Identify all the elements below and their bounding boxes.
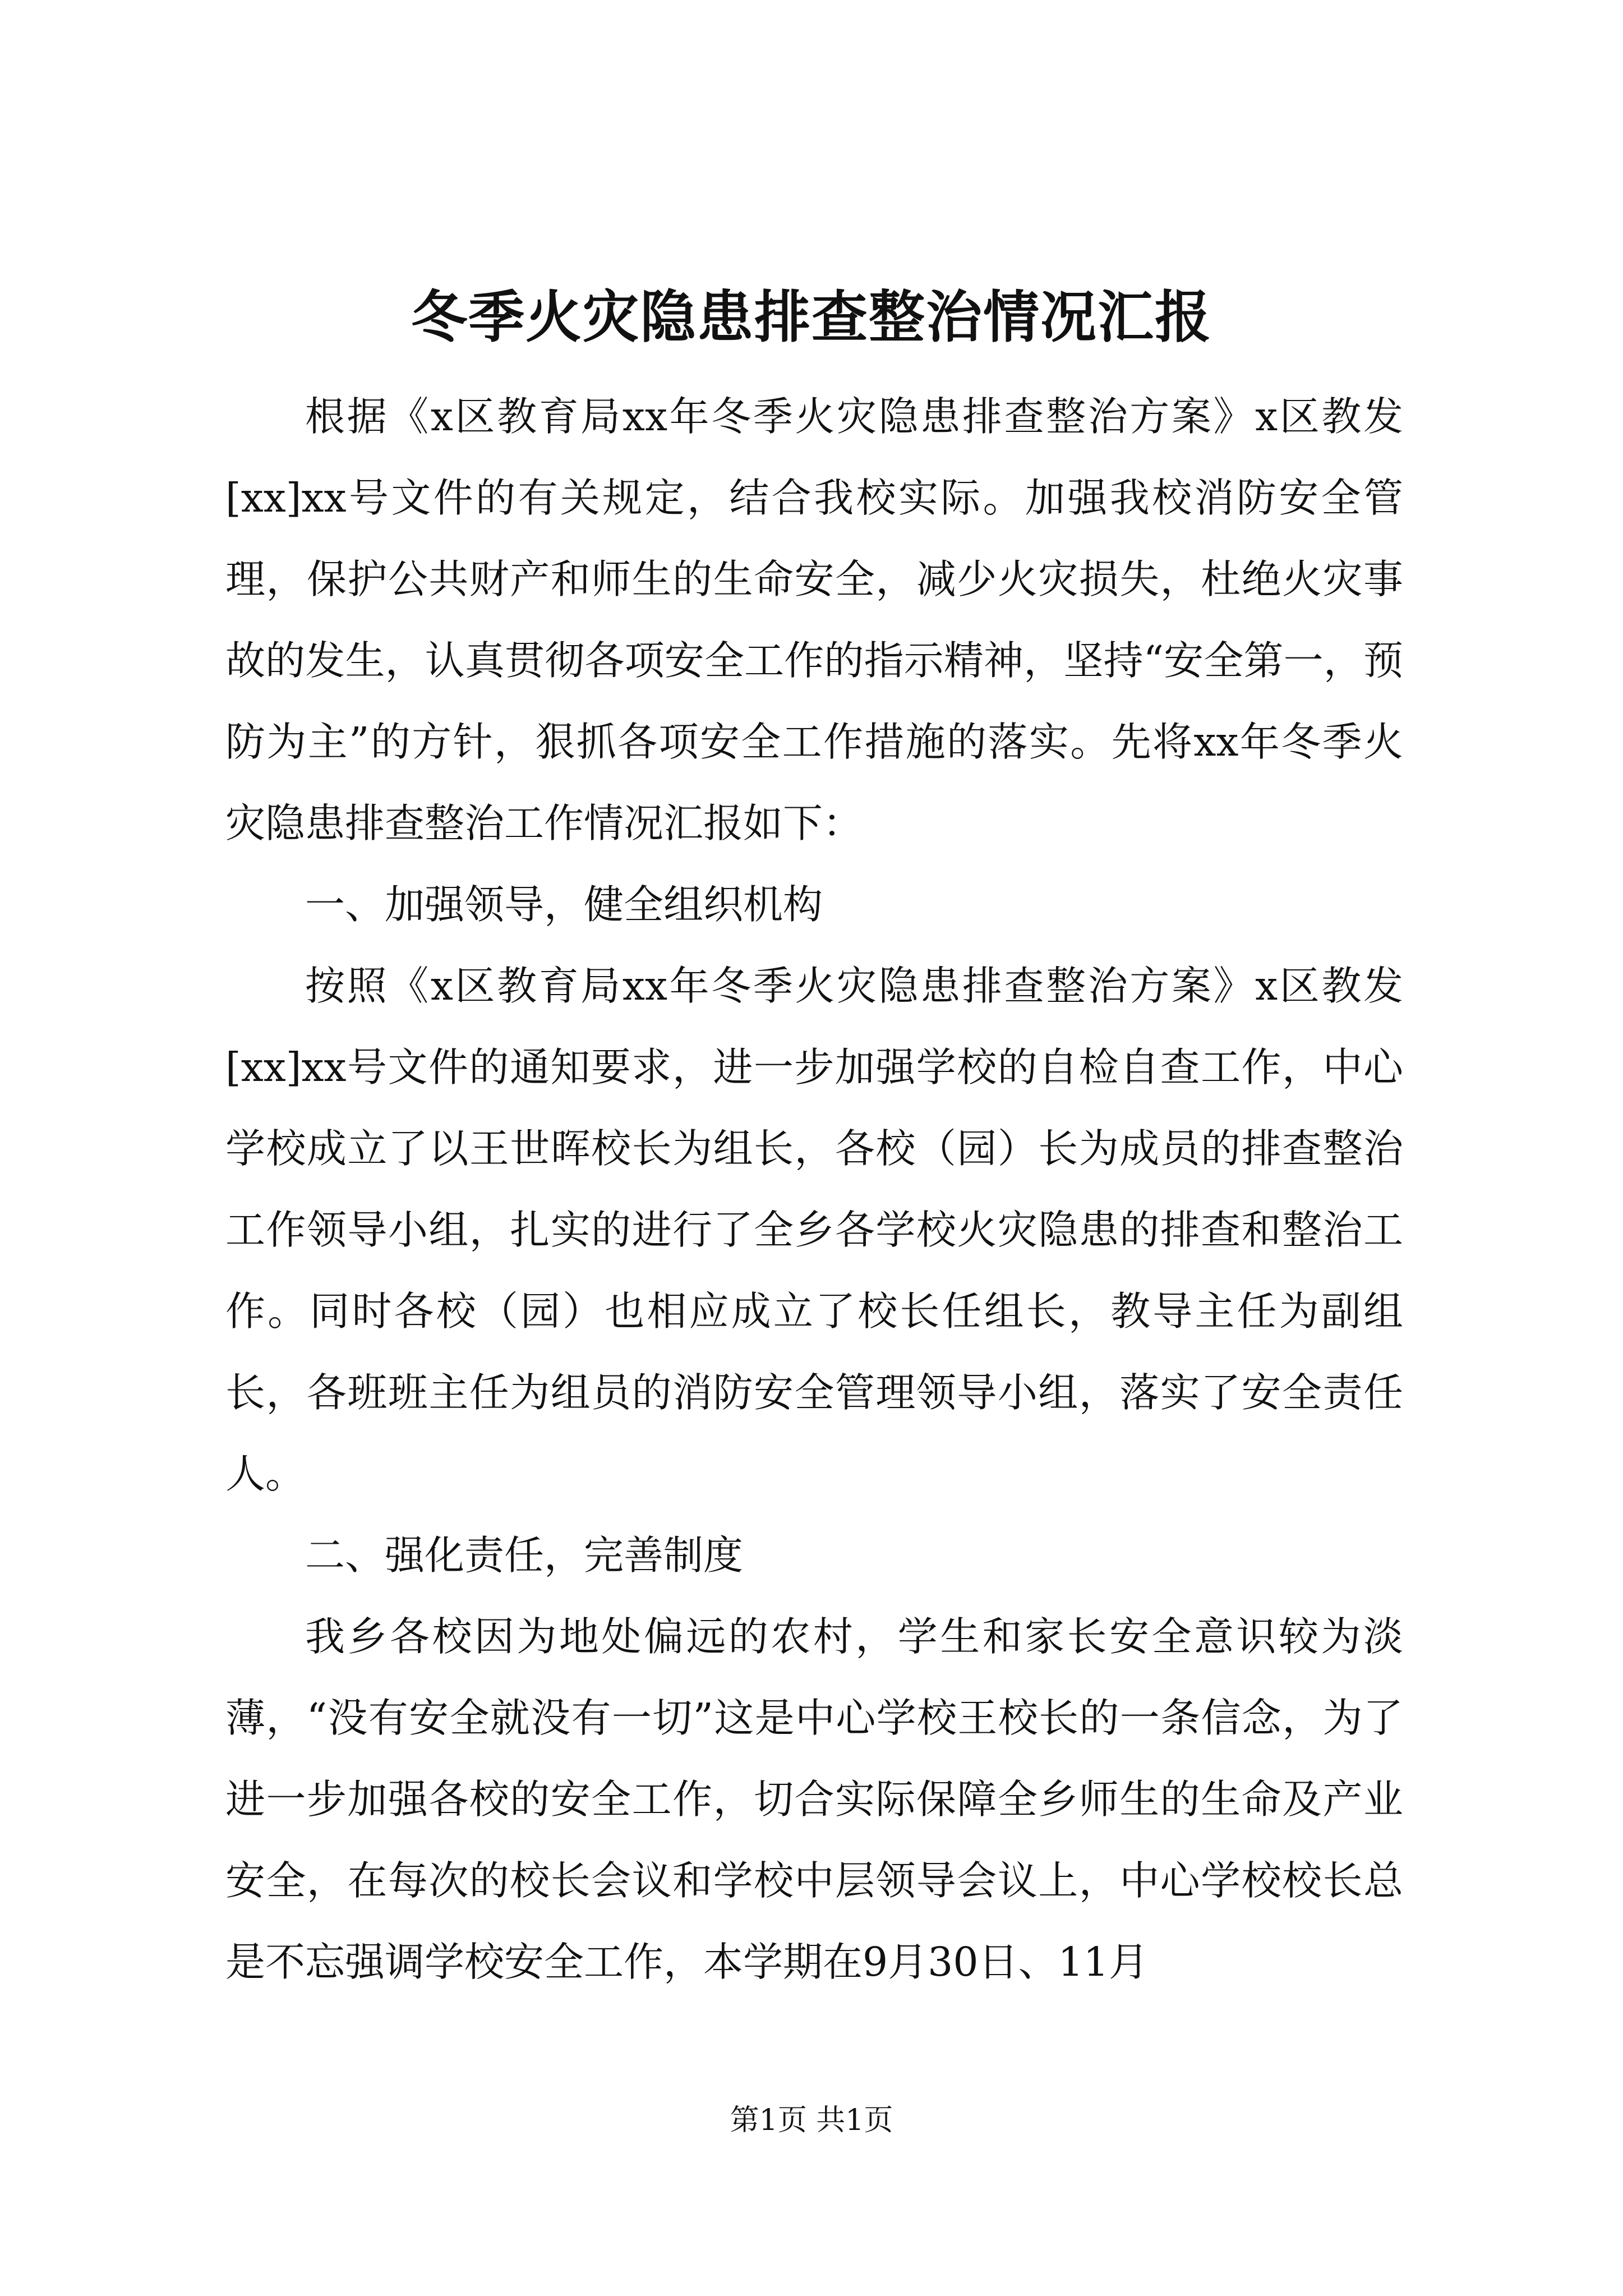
- document-title: 冬季火灾隐患排查整治情况汇报: [411, 284, 1212, 350]
- section-heading-1: 一、加强领导，健全组织机构: [305, 881, 823, 928]
- section-heading-2: 二、强化责任，完善制度: [305, 1532, 744, 1579]
- document-body: [225, 376, 1403, 2003]
- paragraph-section-1: 按照《x区教育局xx年冬季火灾隐患排查整治方案》x区教发[xx]xx号文件的通知要求，进一步加强学校的自检自查工作，中心学校成立了以王世晖校长为组长，各校（园）长为成员的排查整治工作领导小组，扎实的进行了全乡各学校火灾隐患的排查和整治工作。同时各校（园）也相应成立了校长任组长，教导主任为副组长，各班班主任为组员的消防安全管理领导小组，落实了安全责任人。: [225, 963, 1403, 1497]
- page-footer: 第1页 共1页: [730, 2104, 893, 2137]
- paragraph-section-2: 我乡各校因为地处偏远的农村，学生和家长安全意识较为淡薄，“没有安全就没有一切”这是中心学校王校长的一条信念，为了进一步加强各校的安全工作，切合实际保障全乡师生的生命及产业安全，在每次的校长会议和学校中层领导会议上，中心学校校长总是不忘强调学校安全工作，本学期在9月30日、11月: [225, 1613, 1403, 1985]
- paragraph-intro: 根据《x区教育局xx年冬季火灾隐患排查整治方案》x区教发[xx]xx号文件的有关规定，结合我校实际。加强我校消防安全管理，保护公共财产和师生的生命安全，减少火灾损失，杜绝火灾事故的发生，认真贯彻各项安全工作的指示精神，坚持“安全第一，预防为主”的方针，狠抓各项安全工作措施的落实。先将xx年冬季火灾隐患排查整治工作情况汇报如下：: [225, 393, 1403, 846]
